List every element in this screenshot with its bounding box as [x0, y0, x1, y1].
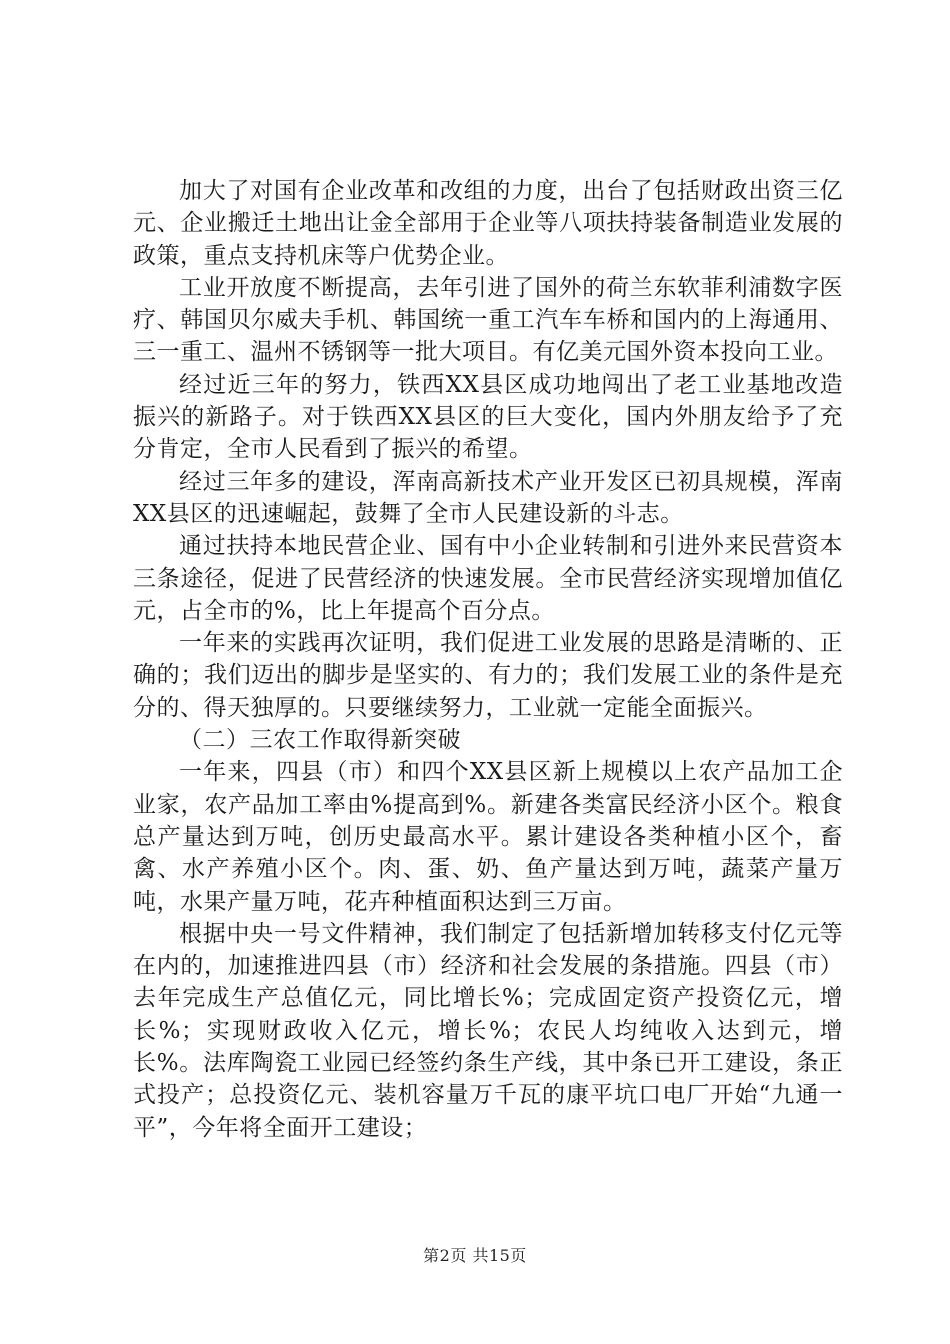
paragraph: 经过近三年的努力，铁西XX县区成功地闯出了老工业基地改造振兴的新路子。对于铁西XX县区的巨大变化，国内外朋友给予了充分肯定，全市人民看到了振兴的希望。 — [133, 371, 843, 463]
document-body — [133, 175, 843, 1144]
paragraph: 根据中央一号文件精神，我们制定了包括新增加转移支付亿元等在内的，加速推进四县（市）经济和社会发展的条措施。四县（市）去年完成生产总值亿元，同比增长%；完成固定资产投资亿元，增长%；实现财政收入亿元，增长%；农民人均纯收入达到元，增长%。法库陶瓷工业园已经签约条生产线，其中条已开工建设，条正式投产；总投资亿元、装机容量万千瓦的康平坑口电厂开始“九通一平”，今年将全面开工建设； — [133, 920, 843, 1141]
section-heading: （二）三农工作取得新突破 — [179, 727, 461, 754]
paragraph: 通过扶持本地民营企业、国有中小企业转制和引进外来民营资本三条途径，促进了民营经济的快速发展。全市民营经济实现增加值亿元，占全市的%，比上年提高个百分点。 — [133, 533, 843, 624]
paragraph: 一年来，四县（市）和四个XX县区新上规模以上农产品加工企业家，农产品加工率由%提高到%。新建各类富民经济小区个。粮食总产量达到万吨，创历史最高水平。累计建设各类种植小区个，畜禽、水产养殖小区个。肉、蛋、奶、鱼产量达到万吨，蔬菜产量万吨，水果产量万吨，花卉种植面积达到三万亩。 — [133, 759, 843, 915]
paragraph: 加大了对国有企业改革和改组的力度，出台了包括财政出资三亿元、企业搬迁土地出让金全部用于企业等八项扶持装备制造业发展的政策，重点支持机床等户优势企业。 — [133, 178, 843, 269]
page-footer: 第2页 共15页 — [423, 1246, 527, 1265]
paragraph: 一年来的实践再次证明，我们促进工业发展的思路是清晰的、正确的；我们迈出的脚步是坚实的、有力的；我们发展工业的条件是充分的、得天独厚的。只要继续努力，工业就一定能全面振兴。 — [133, 630, 843, 721]
paragraph: 工业开放度不断提高，去年引进了国外的荷兰东软菲利浦数字医疗、韩国贝尔威夫手机、韩国统一重工汽车车桥和国内的上海通用、三一重工、温州不锈钢等一批大项目。有亿美元国外资本投向工业。 — [133, 274, 843, 366]
paragraph: 经过三年多的建设，浑南高新技术产业开发区已初具规模，浑南XX县区的迅速崛起，鼓舞了全市人民建设新的斗志。 — [133, 468, 843, 527]
